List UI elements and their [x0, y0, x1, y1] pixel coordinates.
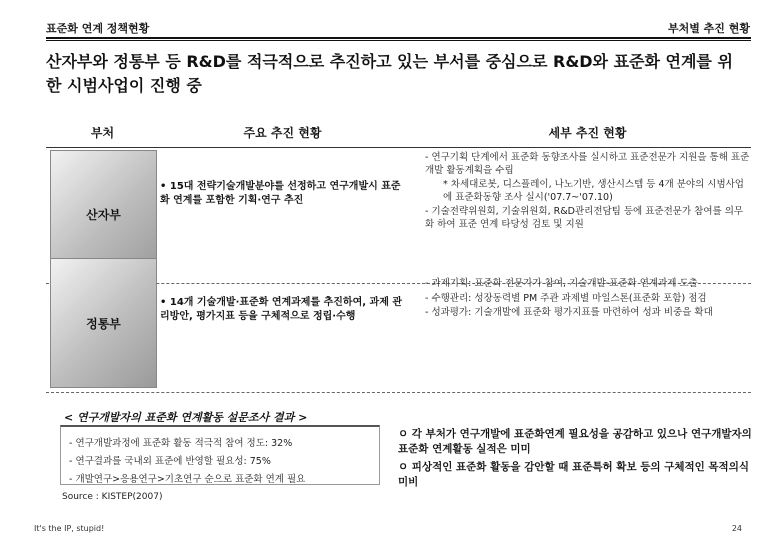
page-number: 24	[731, 524, 742, 533]
page-title: 산자부와 정통부 등 R&D를 적극적으로 추진하고 있는 부서를 중심으로 R&D와 표준화 연계를 위한 시범사업이 진행 중	[46, 52, 733, 95]
survey-item: - 연구결과를 국내외 표준에 반영할 필요성: 75%	[69, 456, 271, 467]
source-note: Source : KISTEP(2007)	[62, 492, 163, 502]
column-header-dept: 부처	[90, 126, 115, 140]
detail-status-ict	[425, 278, 750, 322]
row-divider	[46, 392, 751, 393]
survey-item: - 연구개발과정에 표준화 활동 적극적 참여 정도: 32%	[69, 438, 293, 449]
detail-item: * 차세대로봇, 디스플레이, 나노기반, 생산시스템 등 4개 분야의 시범사업에 표준화동향 조사 실시('07.7~'07.10)	[443, 179, 744, 203]
dept-label: 정통부	[86, 316, 121, 331]
main-status-industry: • 15대 전략기술개발분야를 선정하고 연구개발시 표준화 연계를 포함한 기획·연구 추진	[160, 181, 401, 206]
dept-label: 산자부	[86, 207, 121, 222]
conclusion-item: ㅇ 피상적인 표준화 활동을 감안할 때 표준특허 확보 등의 구체적인 목적의식 미비	[398, 461, 749, 488]
column-header-divider	[46, 147, 751, 148]
main-status-ict: • 14개 기술개발·표준화 연계과제를 추진하여, 과제 관리방안, 평가지표 등을 구체적으로 정립·수행	[160, 297, 402, 322]
survey-item: - 개발연구>응용연구>기초연구 순으로 표준화 연계 필요	[69, 474, 306, 485]
section-label: 표준화 연계 정책현황	[46, 22, 150, 35]
subsection-label: 부처별 추진 현황	[667, 22, 750, 35]
column-header-main: 주요 추진 현황	[243, 126, 322, 140]
survey-box	[60, 425, 380, 485]
detail-item: - 기술전략위원회, 기술위원회, R&D관리전담팀 등에 표준전문가 참여를 의무화 하여 표준 연계 타당성 검토 및 지원	[425, 206, 744, 230]
column-header-detail: 세부 추진 현황	[548, 126, 627, 140]
detail-status-industry	[425, 152, 750, 233]
detail-item: - 성과평가: 기술개발에 표준화 평가지표를 마련하여 성과 비중을 확대	[425, 307, 713, 318]
detail-item: - 연구기획 단계에서 표준화 동향조사를 실시하고 표준전문가 지원을 통해 표준개발 활동계획을 수립	[425, 152, 750, 176]
conclusion-panel	[398, 427, 758, 493]
header-divider-thin	[46, 40, 751, 41]
conclusion-item: ㅇ 각 부처가 연구개발에 표준화연계 필요성을 공감하고 있으나 연구개발자의 표준화 연계활동 실적은 미미	[398, 428, 752, 455]
header-divider	[46, 37, 751, 39]
detail-item: - 과제기획: 표준화 전문가가 참여, 기술개발-표준화 연계과제 도출	[425, 278, 698, 289]
detail-item: - 수행관리: 성장동력별 PM 주관 과제별 마일스톤(표준화 포함) 점검	[425, 292, 707, 304]
survey-title: < 연구개발자의 표준화 연계활동 설문조사 결과 >	[64, 411, 308, 424]
footer-tagline: It's the IP, stupid!	[34, 524, 105, 533]
dept-box-ict	[50, 258, 157, 388]
